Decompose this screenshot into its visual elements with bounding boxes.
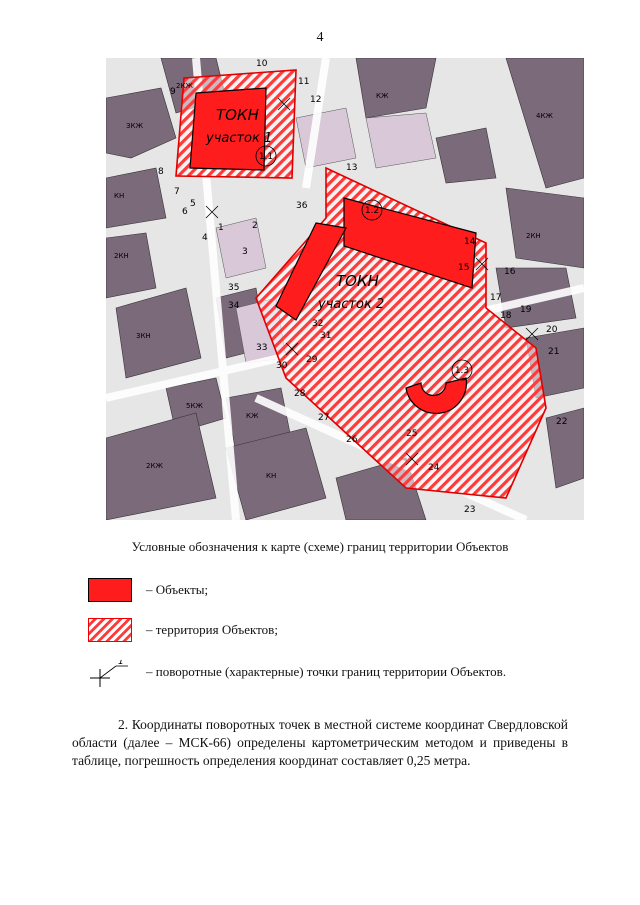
point-label: 15 bbox=[458, 263, 470, 273]
point-label: 11 bbox=[298, 77, 310, 87]
legend-item-points bbox=[88, 660, 506, 684]
building-tag: 3КН bbox=[136, 332, 151, 340]
point-label: 13 bbox=[346, 163, 358, 173]
building-tag: КН bbox=[266, 472, 277, 480]
point-label: 18 bbox=[500, 311, 512, 321]
point-label: 8 bbox=[158, 167, 164, 177]
zone-2-label: ТОКН bbox=[336, 272, 379, 290]
point-label: 29 bbox=[306, 355, 318, 365]
point-label: 35 bbox=[228, 283, 240, 293]
point-label: 17 bbox=[490, 293, 502, 303]
point-label: 32 bbox=[312, 319, 324, 329]
building-tag: КЖ bbox=[376, 92, 389, 100]
point-label: 16 bbox=[504, 267, 516, 277]
boundary-point-sample-label: 1 bbox=[118, 660, 124, 667]
point-label: 2 bbox=[252, 221, 258, 231]
point-label: 6 bbox=[182, 207, 188, 217]
point-label: 1 bbox=[218, 223, 224, 233]
object-label-1-1: 1.1 bbox=[258, 152, 274, 162]
object-swatch bbox=[88, 578, 132, 602]
point-label: 28 bbox=[294, 389, 306, 399]
building-tag: 2КЖ bbox=[176, 82, 193, 90]
zone-1-label: ТОКН bbox=[216, 106, 259, 124]
page-number: 4 bbox=[316, 30, 324, 45]
territory-swatch bbox=[88, 618, 132, 642]
legend-item-objects bbox=[88, 578, 208, 602]
object-label-1-2: 1.2 bbox=[364, 206, 380, 216]
point-label: 24 bbox=[428, 463, 440, 473]
coordinates-paragraph bbox=[72, 716, 568, 770]
point-label: 25 bbox=[406, 429, 418, 439]
paragraph-text: 2. Координаты поворотных точек в местной системе координат Свердловской области (далее – МСК-66) определены картометрическим методом и приведены в таблице, погрешность определения координат составляет 0,25 метра. bbox=[72, 717, 568, 768]
point-label: 36 bbox=[296, 201, 308, 211]
point-label: 26 bbox=[346, 435, 358, 445]
building-tag: КЖ bbox=[246, 412, 259, 420]
point-label: 7 bbox=[174, 187, 180, 197]
legend-item-label: – Объекты; bbox=[146, 582, 209, 597]
point-label: 5 bbox=[190, 199, 196, 209]
building-tag: 4КЖ bbox=[536, 112, 553, 120]
point-label: 27 bbox=[318, 413, 330, 423]
point-label: 12 bbox=[310, 95, 322, 105]
building-tag: 2КН bbox=[114, 252, 129, 260]
legend-title: Условные обозначения к карте (схеме) границ территории Объектов bbox=[131, 539, 509, 554]
building-tag: 2КЖ bbox=[146, 462, 163, 470]
point-label: 9 bbox=[170, 87, 176, 97]
building-tag: ЗКЖ bbox=[126, 122, 143, 130]
zone-1-sublabel: участок 1 bbox=[206, 131, 273, 146]
building-tag: КН bbox=[114, 192, 125, 200]
point-label: 33 bbox=[256, 343, 268, 353]
point-label: 14 bbox=[464, 237, 476, 247]
point-label: 30 bbox=[276, 361, 288, 371]
point-label: 10 bbox=[256, 59, 268, 69]
legend-item-label: – поворотные (характерные) точки границ территории Объектов. bbox=[146, 664, 507, 679]
point-label: 34 bbox=[228, 301, 240, 311]
boundary-point-icon bbox=[88, 660, 132, 684]
point-label: 4 bbox=[202, 233, 208, 243]
point-label: 20 bbox=[546, 325, 558, 335]
point-label: 31 bbox=[320, 331, 332, 341]
legend-item-territory bbox=[88, 618, 278, 642]
legend-item-label: – территория Объектов; bbox=[146, 622, 278, 637]
point-label: 3 bbox=[242, 247, 248, 257]
point-label: 21 bbox=[548, 347, 560, 357]
point-label: 19 bbox=[520, 305, 532, 315]
point-label: 23 bbox=[464, 505, 476, 515]
building-tag: 2КН bbox=[526, 232, 541, 240]
building-tag: 5КЖ bbox=[186, 402, 203, 410]
territory-map bbox=[106, 58, 584, 520]
point-label: 22 bbox=[556, 417, 568, 427]
zone-2-sublabel: участок 2 bbox=[318, 297, 385, 312]
object-label-1-3: 1.3 bbox=[454, 366, 470, 376]
